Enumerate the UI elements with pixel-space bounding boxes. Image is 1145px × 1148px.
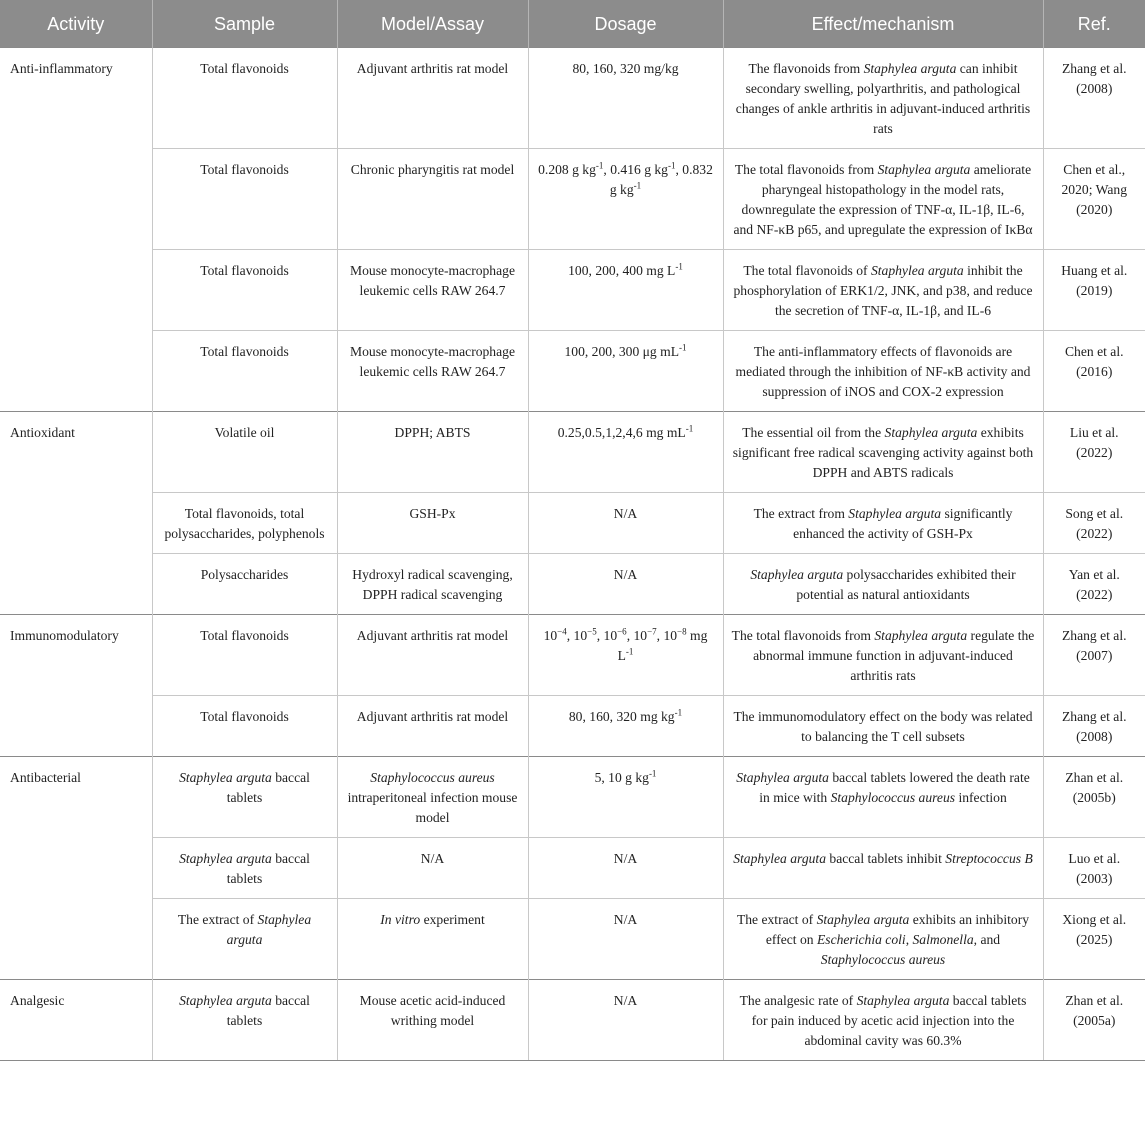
cell-ref: Yan et al. (2022) [1043, 554, 1145, 615]
table-row [0, 980, 1145, 1061]
cell-sample: Volatile oil [152, 412, 337, 493]
cell-model: Mouse monocyte-macrophage leukemic cells RAW 264.7 [337, 250, 528, 331]
cell-effect: Staphylea arguta baccal tablets lowered the death rate in mice with Staphylococcus aureus infection [723, 757, 1043, 838]
cell-model: N/A [337, 838, 528, 899]
cell-dosage: 80, 160, 320 mg $kg^{-1}$ [528, 696, 723, 757]
cell-dosage: N/A [528, 554, 723, 615]
cell-sample: Staphylea arguta baccal tablets [152, 757, 337, 838]
cell-effect: The total flavonoids from Staphylea arguta regulate the abnormal immune function in adjuvant-induced arthritis rats [723, 615, 1043, 696]
cell-activity: Antibacterial [0, 757, 152, 980]
cell-dosage: N/A [528, 838, 723, 899]
cell-model: Adjuvant arthritis rat model [337, 696, 528, 757]
cell-sample: Total flavonoids [152, 331, 337, 412]
cell-dosage: N/A [528, 493, 723, 554]
cell-sample: Staphylea arguta baccal tablets [152, 980, 337, 1061]
cell-dosage: 0.25,0.5,1,2,4,6 mg $mL^{-1}$ [528, 412, 723, 493]
cell-ref: Huang et al. (2019) [1043, 250, 1145, 331]
cell-ref: Zhang et al. (2008) [1043, 48, 1145, 149]
cell-ref: Chen et al. (2016) [1043, 331, 1145, 412]
cell-ref: Xiong et al. (2025) [1043, 899, 1145, 980]
cell-model: Chronic pharyngitis rat model [337, 149, 528, 250]
table-row [0, 615, 1145, 696]
cell-ref: Zhang et al. (2008) [1043, 696, 1145, 757]
cell-model: GSH-Px [337, 493, 528, 554]
cell-sample: Total flavonoids [152, 149, 337, 250]
cell-sample: Total flavonoids [152, 696, 337, 757]
cell-model: Adjuvant arthritis rat model [337, 615, 528, 696]
table-row [0, 493, 1145, 554]
cell-dosage: 80, 160, 320 mg/kg [528, 48, 723, 149]
cell-ref: Luo et al. (2003) [1043, 838, 1145, 899]
cell-effect: The essential oil from the Staphylea arguta exhibits significant free radical scavenging activity against both DPPH and ABTS radicals [723, 412, 1043, 493]
cell-model: Adjuvant arthritis rat model [337, 48, 528, 149]
cell-ref: Liu et al. (2022) [1043, 412, 1145, 493]
cell-model: Mouse monocyte-macrophage leukemic cells RAW 264.7 [337, 331, 528, 412]
cell-ref: Song et al. (2022) [1043, 493, 1145, 554]
cell-dosage: 0.208 g $kg^{-1}$, 0.416 g $kg^{-1}$, 0.832 g $kg^{-1}$ [528, 149, 723, 250]
cell-dosage: 100, 200, 400 mg $L^{-1}$ [528, 250, 723, 331]
table-row [0, 899, 1145, 980]
table-row [0, 412, 1145, 493]
cell-effect: Staphylea arguta polysaccharides exhibited their potential as natural antioxidants [723, 554, 1043, 615]
cell-ref: Zhan et al. (2005b) [1043, 757, 1145, 838]
cell-activity: Analgesic [0, 980, 152, 1061]
cell-sample: Total flavonoids [152, 615, 337, 696]
cell-sample: Total flavonoids [152, 250, 337, 331]
cell-effect: The extract of Staphylea arguta exhibits an inhibitory effect on Escherichia coli, Salmonella, and Staphylococcus aureus [723, 899, 1043, 980]
cell-activity: Antioxidant [0, 412, 152, 615]
cell-ref: Chen et al., 2020; Wang (2020) [1043, 149, 1145, 250]
cell-effect: The total flavonoids from Staphylea arguta ameliorate pharyngeal histopathology in the model rats, downregulate the expression of TNF-α, IL-1β, IL-6, and NF-κB p65, and upregulate the expression of IκBα [723, 149, 1043, 250]
cell-dosage: N/A [528, 899, 723, 980]
cell-ref: Zhan et al. (2005a) [1043, 980, 1145, 1061]
cell-effect: The total flavonoids of Staphylea arguta inhibit the phosphorylation of ERK1/2, JNK, and p38, and reduce the secretion of TNF-α, IL-1β, and IL-6 [723, 250, 1043, 331]
cell-effect: The immunomodulatory effect on the body was related to balancing the T cell subsets [723, 696, 1043, 757]
header-effect: Effect/mechanism [723, 0, 1043, 48]
header-row [0, 0, 1145, 48]
table-row [0, 838, 1145, 899]
cell-model: In vitro experiment [337, 899, 528, 980]
cell-sample: Total flavonoids [152, 48, 337, 149]
cell-activity: Immunomodulatory [0, 615, 152, 757]
cell-dosage: N/A [528, 980, 723, 1061]
table-row [0, 554, 1145, 615]
cell-ref: Zhang et al. (2007) [1043, 615, 1145, 696]
table-row [0, 331, 1145, 412]
cell-model: Staphylococcus aureus intraperitoneal infection mouse model [337, 757, 528, 838]
cell-effect: Staphylea arguta baccal tablets inhibit Streptococcus B [723, 838, 1043, 899]
table-row [0, 696, 1145, 757]
header-model: Model/Assay [337, 0, 528, 48]
cell-effect: The flavonoids from Staphylea arguta can inhibit secondary swelling, polyarthritis, and pathological changes of ankle arthritis in adjuvant-induced arthritis rats [723, 48, 1043, 149]
cell-dosage: 100, 200, 300 μg $mL^{-1}$ [528, 331, 723, 412]
cell-effect: The extract from Staphylea arguta significantly enhanced the activity of GSH-Px [723, 493, 1043, 554]
header-sample: Sample [152, 0, 337, 48]
cell-model: Mouse acetic acid-induced writhing model [337, 980, 528, 1061]
header-dosage: Dosage [528, 0, 723, 48]
cell-sample: Total flavonoids, total polysaccharides, polyphenols [152, 493, 337, 554]
cell-effect: The analgesic rate of Staphylea arguta baccal tablets for pain induced by acetic acid injection into the abdominal cavity was 60.3% [723, 980, 1043, 1061]
cell-dosage: $10^{-4}$, $10^{-5}$, $10^{-6}$, $10^{-7}$, $10^{-8}$ mg $L^{-1}$ [528, 615, 723, 696]
cell-sample: Polysaccharides [152, 554, 337, 615]
header-activity: Activity [0, 0, 152, 48]
table-row [0, 149, 1145, 250]
table-row [0, 48, 1145, 149]
cell-model: Hydroxyl radical scavenging, DPPH radical scavenging [337, 554, 528, 615]
cell-dosage: 5, 10 g $kg^{-1}$ [528, 757, 723, 838]
cell-effect: The anti-inflammatory effects of flavonoids are mediated through the inhibition of NF-κB activity and suppression of iNOS and COX-2 expression [723, 331, 1043, 412]
cell-model: DPPH; ABTS [337, 412, 528, 493]
cell-activity: Anti-inflammatory [0, 48, 152, 412]
cell-sample: The extract of Staphylea arguta [152, 899, 337, 980]
cell-sample: Staphylea arguta baccal tablets [152, 838, 337, 899]
header-ref: Ref. [1043, 0, 1145, 48]
table-body [0, 48, 1145, 1061]
table-row [0, 250, 1145, 331]
table-row [0, 757, 1145, 838]
